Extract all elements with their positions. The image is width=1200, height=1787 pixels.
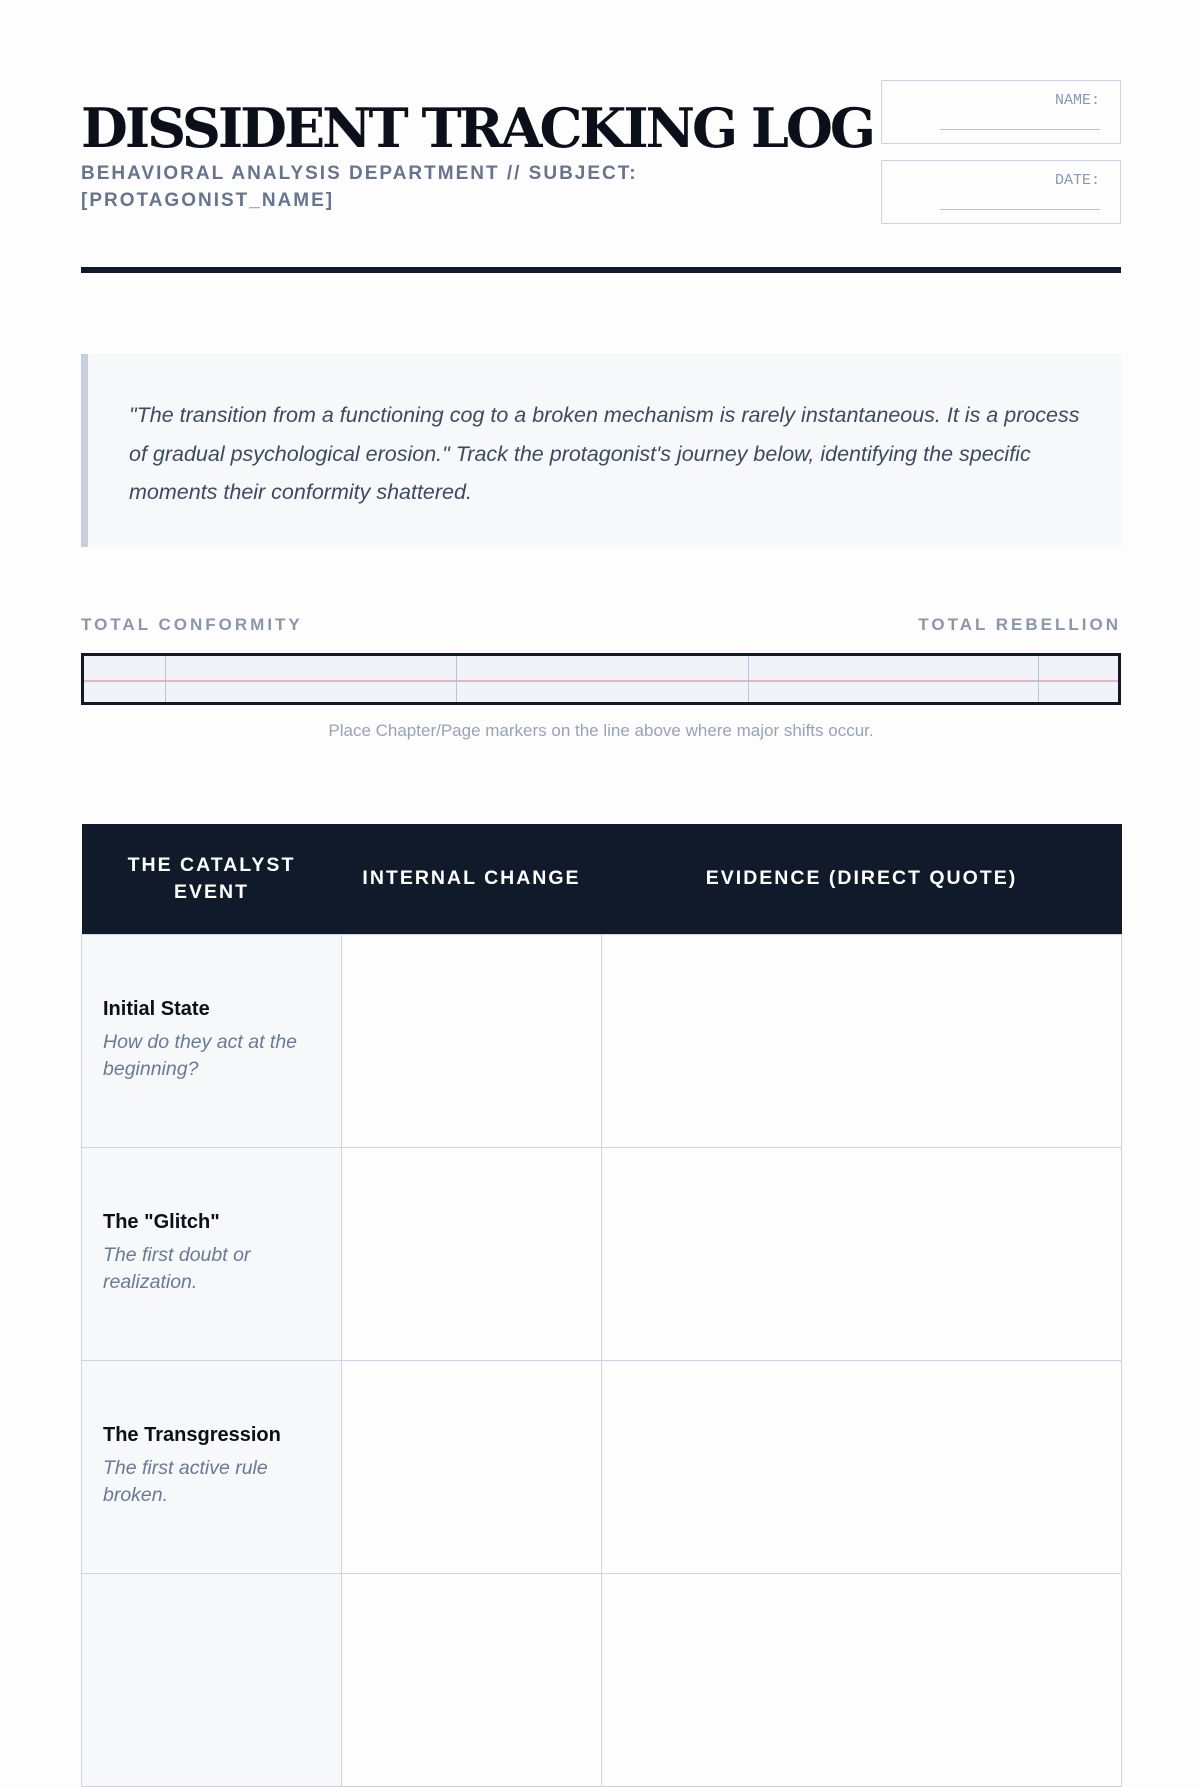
evidence-cell[interactable] xyxy=(602,1360,1122,1573)
evidence-cell[interactable] xyxy=(602,1147,1122,1360)
evidence-cell[interactable] xyxy=(602,934,1122,1147)
stage-title: Initial State xyxy=(103,998,210,1020)
conformity-spectrum-bar[interactable] xyxy=(81,653,1121,705)
internal-change-cell[interactable] xyxy=(342,1573,602,1786)
page-title: DISSIDENT TRACKING LOG xyxy=(81,96,874,160)
table-header-row xyxy=(82,824,1122,934)
spectrum-tick xyxy=(1038,656,1039,702)
stage-cell xyxy=(82,934,342,1147)
header-evidence: EVIDENCE (DIRECT QUOTE) xyxy=(602,824,1122,934)
name-label: NAME: xyxy=(1054,92,1100,109)
date-field[interactable] xyxy=(881,160,1121,224)
header-catalyst-event: THE CATALYST EVENT xyxy=(82,824,342,934)
table-row xyxy=(82,1360,1122,1573)
internal-change-cell[interactable] xyxy=(342,1147,602,1360)
header-divider xyxy=(81,267,1121,273)
name-input-line[interactable] xyxy=(940,129,1100,130)
evidence-cell[interactable] xyxy=(602,1573,1122,1786)
stage-prompt: How do they act at the beginning? xyxy=(103,1031,298,1080)
spectrum-hint: Place Chapter/Page markers on the line above where major shifts occur. xyxy=(328,721,874,740)
stage-prompt: The first active rule broken. xyxy=(103,1457,268,1506)
date-input-line[interactable] xyxy=(940,209,1100,210)
table-row xyxy=(82,1147,1122,1360)
header-internal-change: INTERNAL CHANGE xyxy=(342,824,602,934)
spectrum-midline xyxy=(84,680,1118,682)
stage-cell xyxy=(82,1147,342,1360)
spectrum-tick xyxy=(748,656,749,702)
name-field[interactable] xyxy=(881,80,1121,144)
stage-cell xyxy=(82,1360,342,1573)
scale-label-rebellion: TOTAL REBELLION xyxy=(918,615,1121,634)
date-label: DATE: xyxy=(1054,172,1100,189)
intro-quote: "The transition from a functioning cog to a broken mechanism is rarely instantaneous. It is a process of gradual psychological erosion." Track the protagonist's journey below, identifying the specific moments their conformity shattered. xyxy=(81,354,1121,547)
tracking-table xyxy=(81,824,1122,1787)
table-row xyxy=(82,1573,1122,1786)
internal-change-cell[interactable] xyxy=(342,1360,602,1573)
page-subtitle: BEHAVIORAL ANALYSIS DEPARTMENT // SUBJECT: [PROTAGONIST_NAME] xyxy=(81,163,638,211)
stage-prompt: The first doubt or realization. xyxy=(103,1244,251,1293)
scale-label-conformity: TOTAL CONFORMITY xyxy=(81,615,303,634)
stage-title: The Transgression xyxy=(103,1424,281,1446)
table-row xyxy=(82,934,1122,1147)
stage-title: The "Glitch" xyxy=(103,1211,220,1233)
internal-change-cell[interactable] xyxy=(342,934,602,1147)
spectrum-tick xyxy=(165,656,166,702)
stage-cell xyxy=(82,1573,342,1786)
spectrum-tick xyxy=(456,656,457,702)
